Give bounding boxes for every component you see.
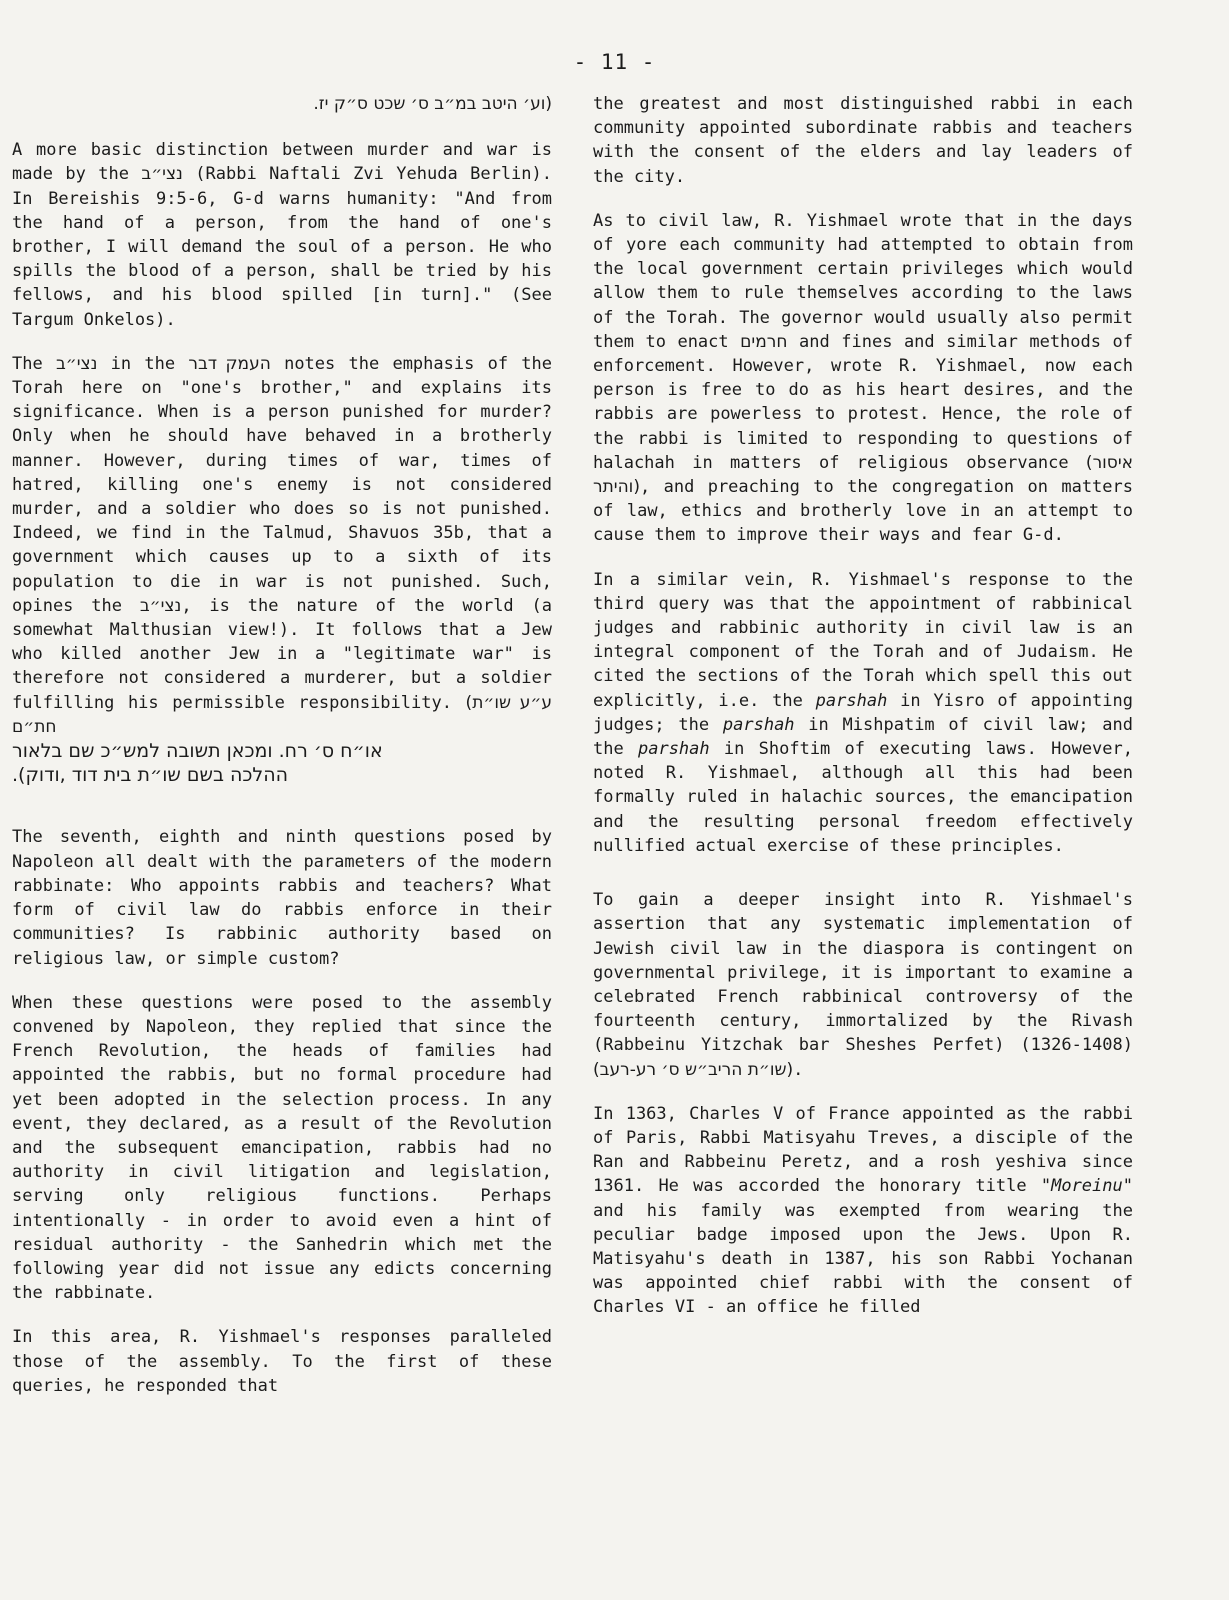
left-column [12,92,552,1418]
hebrew-citation: (ע״ע שו״ת חת״ם [12,692,552,737]
paragraph-appointment: the greatest and most distinguished rabbi in each community appointed subordinate rabbis and teachers with the consent of the elders and lay leaders of the city. [593,94,1133,187]
text-run: To gain a deeper insight into R. Yishmael's assertion that any systematic implementation of Jewish civil law in the diaspora is contingent on governmental privilege, it is important to examine a celebrated French rabbinical controversy of the fourteenth century, immortalized by the Rivash (Rabbeinu Yitzchak bar Sheshes Perfet) (1326-1408) [593,890,1133,1056]
right-column [593,92,1133,1340]
paragraph-charles-v [593,1102,1133,1320]
page-number: - 11 - [573,50,656,74]
hebrew-term: (איסור והיתר) [593,452,1133,498]
hebrew-term: נצי״ב [139,595,182,616]
hebrew-term: נצי״ב [141,164,183,185]
paragraph-civil-law [593,209,1133,548]
text-run: , and preaching to the congregation on matters of law, ethics and brotherly love in an attempt to cause them to improve their ways and fear G-d. [593,477,1133,546]
text-run: The [12,353,56,374]
paragraph-netziv-distinction [12,138,552,332]
text-run: A more basic distinction between murder and war is made by the [12,140,552,185]
paragraph-third-query [593,568,1133,858]
text-run: In a similar vein, R. Yishmael's response to the third query was that the appointment of rabbinical judges and rabbinic authority in civil law is an integral component of the Torah and of Judaism. He cited the sections of the Torah which spell this out explicitly, i.e. the [593,569,1133,711]
italic-term: parshah [815,690,888,711]
text-run: in Shoftim of executing laws. However, noted R. Yishmael, although all this had been formally ruled in halachic sources, the emancipation and the resulting personal freedom effectively nullified actual exercise of these principles. [593,739,1133,856]
text-run: , is the nature of the world (a somewhat Malthusian view!). It follows that a Jew who killed another Jew in a "legitimate war" is therefore not considered a murderer, but a soldier fulfilling his permissible responsibility. [12,595,552,713]
paragraph-haamek-davar [12,352,552,788]
italic-term: parshah [637,739,710,760]
text-run: in the [97,353,189,374]
hebrew-citation: ההלכה בשם שו״ת בית דוד ,ודוק). [12,764,289,787]
text-run: In 1363, Charles V of France appointed as the rabbi of Paris, Rabbi Matisyahu Treves, a disciple of the Ran and Rabbeinu Peretz, and a rosh yeshiva since 1361. He was accorded the honorary title " [593,1103,1133,1197]
text-run: and fines and similar methods of enforcement. However, wrote R. Yishmael, now each person is free to do as his heart desires, and the rabbis are powerless to protest. Hence, the role of the rabbi is limited to responding to questions of halachah in matters of religious observance [593,331,1133,473]
text-run: . [793,1059,804,1080]
hebrew-reference-note: (וע׳ היטב במ״ב ס׳ שכט ס״ק יז. [313,94,552,114]
text-run: in Mishpatim of civil law; and the [593,714,1134,760]
text-run: " and his family was exempted from wearing the peculiar badge imposed upon the Jews. Upon R. Matisyahu's death in 1387, his son Rabbi Yochanan was appointed chief rabbi with the consent of Charles VI - an office he filled [593,1176,1133,1318]
hebrew-citation: או״ח ס׳ רח. ומכאן תשובה למש״כ שם בלאור [12,740,383,763]
text-run: (Rabbi Naftali Zvi Yehuda Berlin). In Bereishis 9:5-6, G-d warns humanity: "And from the hand of a person, from the hand of one's brother, I will demand the soul of a person. He who spills the blood of a person, shall be tried by his fellows, and his blood spilled [in turn]." (See Targum Onkelos). [12,164,552,330]
text-run: notes the emphasis of the Torah here on "one's brother," and explains its significance. When is a person punished for murder? Only when he should have behaved in a brotherly manner. However, during times of war, times of hatred, killing one's enemy is not considered murder, and a soldier who does so is not punished. Indeed, we find in the Talmud, Shavuos 35b, that a government which causes up to a sixth of its population to die in war is not punished. Such, opines the [12,353,552,616]
hebrew-term: נצי״ב [55,353,98,374]
hebrew-term: חרמים [740,331,788,352]
paragraph-napoleon-questions: The seventh, eighth and ninth questions posed by Napoleon all dealt with the parameters of the modern rabbinate: Who appoints rabbis and teachers? What form of civil law do rabbis enforce in their communities? Is rabbinic authority based on religious law, or simple custom? [12,827,552,969]
italic-term: parshah [722,714,795,735]
hebrew-citation: (שו״ת הריב״ש ס׳ רע-רעב) [593,1059,794,1080]
paragraph-assembly-reply: When these questions were posed to the assembly convened by Napoleon, they replied that since the French Revolution, the heads of families had appointed the rabbis, but no formal procedure had yet been adopted in the selection process. In any event, they declared, as a result of the Revolution and the subsequent emancipation, rabbis had no authority in civil litigation and legislation, serving only religious functions. Perhaps intentionally - in order to avoid even a hint of residual authority - the Sanhedrin which met the following year did not issue any edicts concerning the rabbinate. [12,992,552,1304]
paragraph-rivash [593,888,1133,1082]
paragraph-yishmael-responses: In this area, R. Yishmael's responses paralleled those of the assembly. To the first of these queries, he responded that [12,1327,552,1396]
italic-term: Moreinu [1051,1176,1123,1197]
text-run: in Yisro of appointing judges; the [593,690,1134,735]
hebrew-term: העמק דבר [188,353,271,374]
text-run: As to civil law, R. Yishmael wrote that in the days of yore each community had attempted to obtain from the local government certain privileges which would allow them to rule themselves according to the laws of the Torah. The governor would usually also permit them to enact [593,210,1133,352]
